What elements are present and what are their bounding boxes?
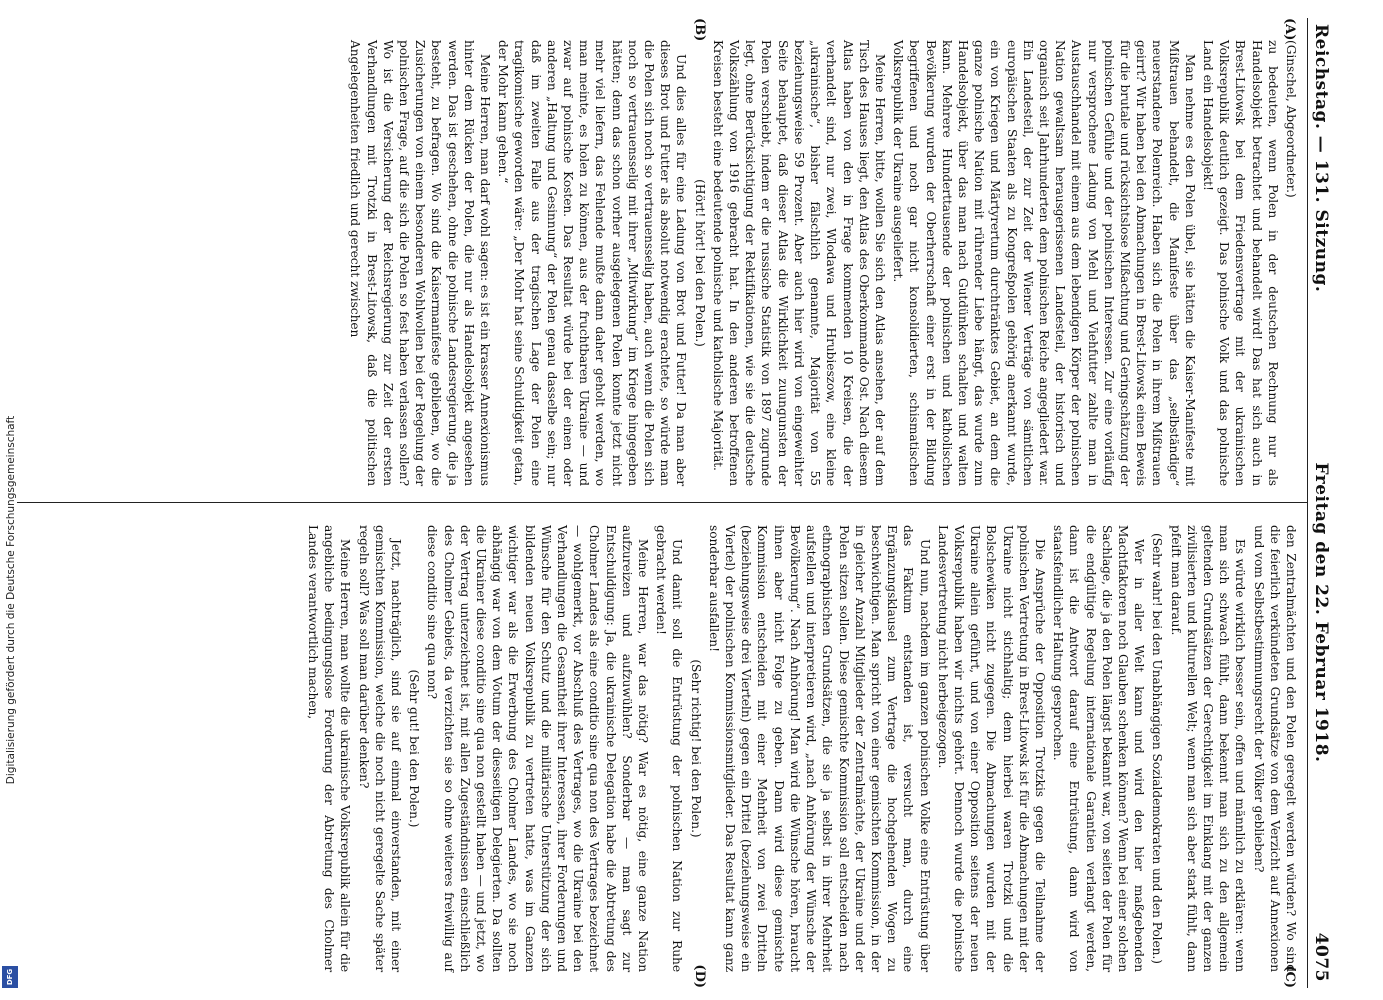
paragraph: Wer in aller Welt kann und wird den hier maßgebenden Machtfaktoren noch Glauben schenken können? Wenn bei einer solchen Sachlage, die ja den Polen längst bekannt war, von seiten der Polen für die endgültige Regelung internationale Garantien verlangt werden, dann ist die Antwort darauf eine Entrüstung, dann wird von staatsfeindlicher Haltung gesprochen. [1051,525,1147,972]
paragraph: Es würde wirklich besser sein, offen und männlich zu erklären: wenn man sich schwach fühlt, dann bekennt man sich zu den allgemein geltenden Grundsätzen der Gerechtigkeit im Einklang mit der ganzen zivilisierten und kulturellen Welt; wenn man sich aber stark fühlt, dann pfeift man darauf. [1168,525,1248,972]
paragraph: Die Ansprüche der Opposition Trotzkis gegen die Teilnahme der polnischen Vertretung in Brest-Litowsk ist für die Abmachungen mit der Ukraine nicht stichhaltig; denn hierbei waren Trotzki und die Bolschewiken nicht zugegen. Die Abmachungen wurden mit der Ukraine allein geführt, und von einer Opposition seitens der neuen Volksrepublik haben wir nichts gehört. Dennoch wurde die polnische Landesvertretung nicht herbeigezogen. [935,525,1047,972]
margin-marker-b: (B) [692,18,707,42]
paragraph: (Sehr richtig! bei den Polen.) [688,659,703,838]
margin-marker-a: (A) [1282,18,1297,41]
header-session: Reichstag. — 131. Sitzung. [1311,24,1331,293]
paragraph: Meine Herren, bitte, wollen Sie sich den Atlas ansehen, der auf dem Tisch des Hauses liegt, den Atlas des Oberkommando Ost. Nach diesem Atlas haben von den in Frage kommenden 10 Kreisen, die der verhandelt sind, nur zwei, Wlodawa und Hrubieszow, eine kleine „ukrainische“, bisher fälschlich genannte, Majorität von 55 beziehungsweise 59 Prozent. Aber auch hier wird von eingeweihter Seite behauptet, daß dieser Atlas die Wirklichkeit zuungunsten der Polen verschiebt, indem er die russische Statistik von 1897 zugrunde legt, ohne Berücksichtigung der Rektifikationen, wie sie die deutsche Volkszählung von 1916 gebracht hat. In den anderen betroffenen Kreisen besteht eine bedeutende polnische und katholische Majorität. [710,40,887,486]
page-number: 4075 [1311,932,1331,982]
paragraph: den Zentralmächten und den Polen geregelt werden würden? Wo sind die feierlich verkündeten Grundsätze von dem Verzicht auf Annexionen und vom Selbstbestimmungsrecht der Völker geblieben? [1251,525,1298,972]
paragraph: (Ginschel, Abgeordneter.) [1284,40,1298,198]
paragraph: (Sehr gut! bei den Polen.) [407,669,422,828]
page-header [1307,18,1335,988]
paragraph: (Sehr wahr! bei den Unabhängigen Sozialdemokraten und den Polen.) [1150,532,1165,964]
dfg-logo-text: DFG [6,968,14,986]
text-columns [17,18,1307,988]
paragraph: Und nun, nachdem im ganzen polnischen Volke eine Entrüstung über das Faktum entstanden ist, versucht man, durch eine Ergänzungsklausel zum Vertrage die hochgehenden Wogen zu beschwichtigen. Man spricht von einer gemischten Kommission, in der in gleicher Anzahl Mitglieder der Zentralmächte, der Ukraine und der Polen sitzen sollen. Diese gemischte Kommission soll entscheiden nach ethnographischen Grundsätzen, die sie ja selbst in ihrer Mehrheit aufstellen und interpretieren wird, „nach Anhörung der Wünsche der Bevölkerung“. Nach Anhörung! Man wird die Wünsche hören, braucht ihnen aber nicht Folge zu geben. Dann wird diese gemischte Kommission entscheiden mit einer Mehrheit von zwei Dritteln (beziehungsweise drei Vierteln) gegen ein Drittel (beziehungsweise ein Viertel) der polnischen Kommissionsmitglieder. Das Resultat kann ganz sonderbar ausfallen! [706,525,932,972]
paragraph: Meine Herren, man darf wohl sagen: es ist ein krasser Annexionismus hinter dem Rücken der Polen, die nur als Handelsobjekt angesehen werden. Das ist geschehen, ohne die polnische Landesregierung, die ja besteht, zu befragen. Wo sind die Kaisermanifeste geblieben, wo die Zusicherungen von einem besonderen Wohlwollen bei der Regelung der polnischen Frage, auf die sich die Polen so fest haben verlassen sollen? Wo ist die Versicherung der Reichsregierung zur Zeit der ersten Verhandlungen mit Trotzki in Brest-Litowsk, daß die politischen Angelegenheiten friedlich und gerecht zwischen [348,40,493,486]
right-column [17,503,1307,988]
paragraph: Jetzt, nachträglich, sind sie auf einmal einverstanden, mit einer gemischten Kommission, welche die noch nicht geregelte Sache später regeln soll? Was soll man darüber denken? [356,525,404,972]
margin-marker-d: (D) [692,964,707,988]
paragraph: (Hört! hört! bei den Polen.) [692,179,707,347]
funding-credit: Digitalisierung gefördert durch die Deutsche Forschungsgemeinschaft [5,415,17,785]
paragraph: Und dies alles für eine Ladung von Brot und Futter! Da man aber dieses Brot und Futter als absolut notwendig erachtete, so würde man die Polen sich noch so vertrauensselig haben, auch wenn die Polen sich noch so vertrauensselig mit ihrer „Mitwirkung“ im Kriege hingegeben hätten; denn das schon vorher ausgelegenen Polen konnte jetzt nicht mehr viel liefern, das Fehlende mußte dann daher geholt werden, wo man meinte, es holen zu können, aus der fruchtbaren Ukraine — und zwar auf polnische Kosten. Das Resultat würde bei der einen oder anderen „Haltung und Gesinnung“ der Polen genau dasselbe sein; nur daß im zweiten Falle aus der tragischen Lage der Polen eine tragikomische geworden wäre: „Der Mohr hat seine Schuldigkeit getan, der Mohr kann gehen.“ [496,40,689,486]
paragraph: Meine Herren, man wollte die ukrainische Volksrepublik allein für die angebliche bedingungslose Forderung der Abtretung des Cholmer Landes verantwortlich machen, [306,525,353,972]
document-page [5,0,1345,1000]
paragraph: Und damit soll die Entrüstung der polnischen Nation zur Ruhe gebracht werden! [654,525,685,972]
header-date: Freitag den 22. Februar 1918. [1311,462,1331,763]
margin-marker-c: (C) [1282,965,1297,988]
paragraph: Man nehme es den Polen übel, sie hätten die Kaiser-Manifeste mit Mißtrauen behandelt, die Manifeste über das „selbständige“ neuerstandene Polenreich. Haben sich die Polen in ihrem Mißtrauen geirrt? Wir haben bei den Abmachungen in Brest-Litowsk einen Beweis für die brutale und rücksichtslose Mißachtung und Geringschätzung der polnischen Gefühle und der polnischen Interessen. Zur eine vorläufig nur versprochene Ladung von Mehl und Viehfutter zahlte man in Austauschhandel mit einem aus dem lebendigen Körper der polnischen Nation gewaltsam herausgerissenen Landesteil, der historisch und organisch seit Jahrhunderten dem polnischen Reiche angegliedert war. Ein Landesteil, der zur Zeit der Wiener Verträge von sämtlichen europäischen Staaten als zu Kongreßpolen gehörig anerkannt wurde, ein von Kriegen und Märtyrertum durchtränktes Gebiet, an dem die ganze polnische Nation mit rührender Liebe hängt, das wurde zum Handelsobjekt, über das man nach Gutdünken schalten und walten kann. Mehrere Hunderttausende der polnischen und katholischen Bevölkerung wurden der Oberherrschaft einer erst in der Bildung begriffenen und noch gar nicht konsolidierten, schismatischen Volksrepublik der Ukraine ausgeliefert. [891,40,1197,486]
paragraph: zu bedeuten, wenn Polen in der deutschen Rechnung nur als Handelsobjekt betrachtet und behandelt wird! Das hat sich auch in Brest-Litowsk bei dem Friedensvertrage mit der ukrainischen Volksrepublik deutlich gezeigt. Das polnische Volk und das polnische Land ein Handelsobjekt! [1200,40,1280,486]
left-column [17,18,1307,503]
paragraph: Meine Herren, war das nötig? War es nötig, eine ganze Nation aufzureizen und aufzuwühlen? Sonderbar — man sagt zur Entschuldigung: Ja, die ukrainische Delegation habe die Abtretung des Cholmer Landes als eine conditio sine qua non des Vertrages bezeichnet — wohlgemerkt, vor Abschluß des Vertrages, wo die Ukraine bei den Verhandlungen die Gesamtheit ihrer Interessen, ihrer Forderungen und Wünsche für den Schutz und die militärische Unterstützung der sich bildenden neuen Volksrepublik zu vertreten hatte, was im Ganzen wichtiger war als die Erwerbung des Cholmer Landes, wo sie noch abhängig war von dem Votum der diesseitigen Delegierten. Da sollten die Ukrainer diese conditio sine qua non gestellt haben — und jetzt, wo der Vertrag unterzeichnet ist, mit allen Zugeständnissen einschließlich des Cholmer Gebiets, da verzichten sie so ohne weiteres freiwillig auf diese conditio sine qua non? [425,525,651,972]
